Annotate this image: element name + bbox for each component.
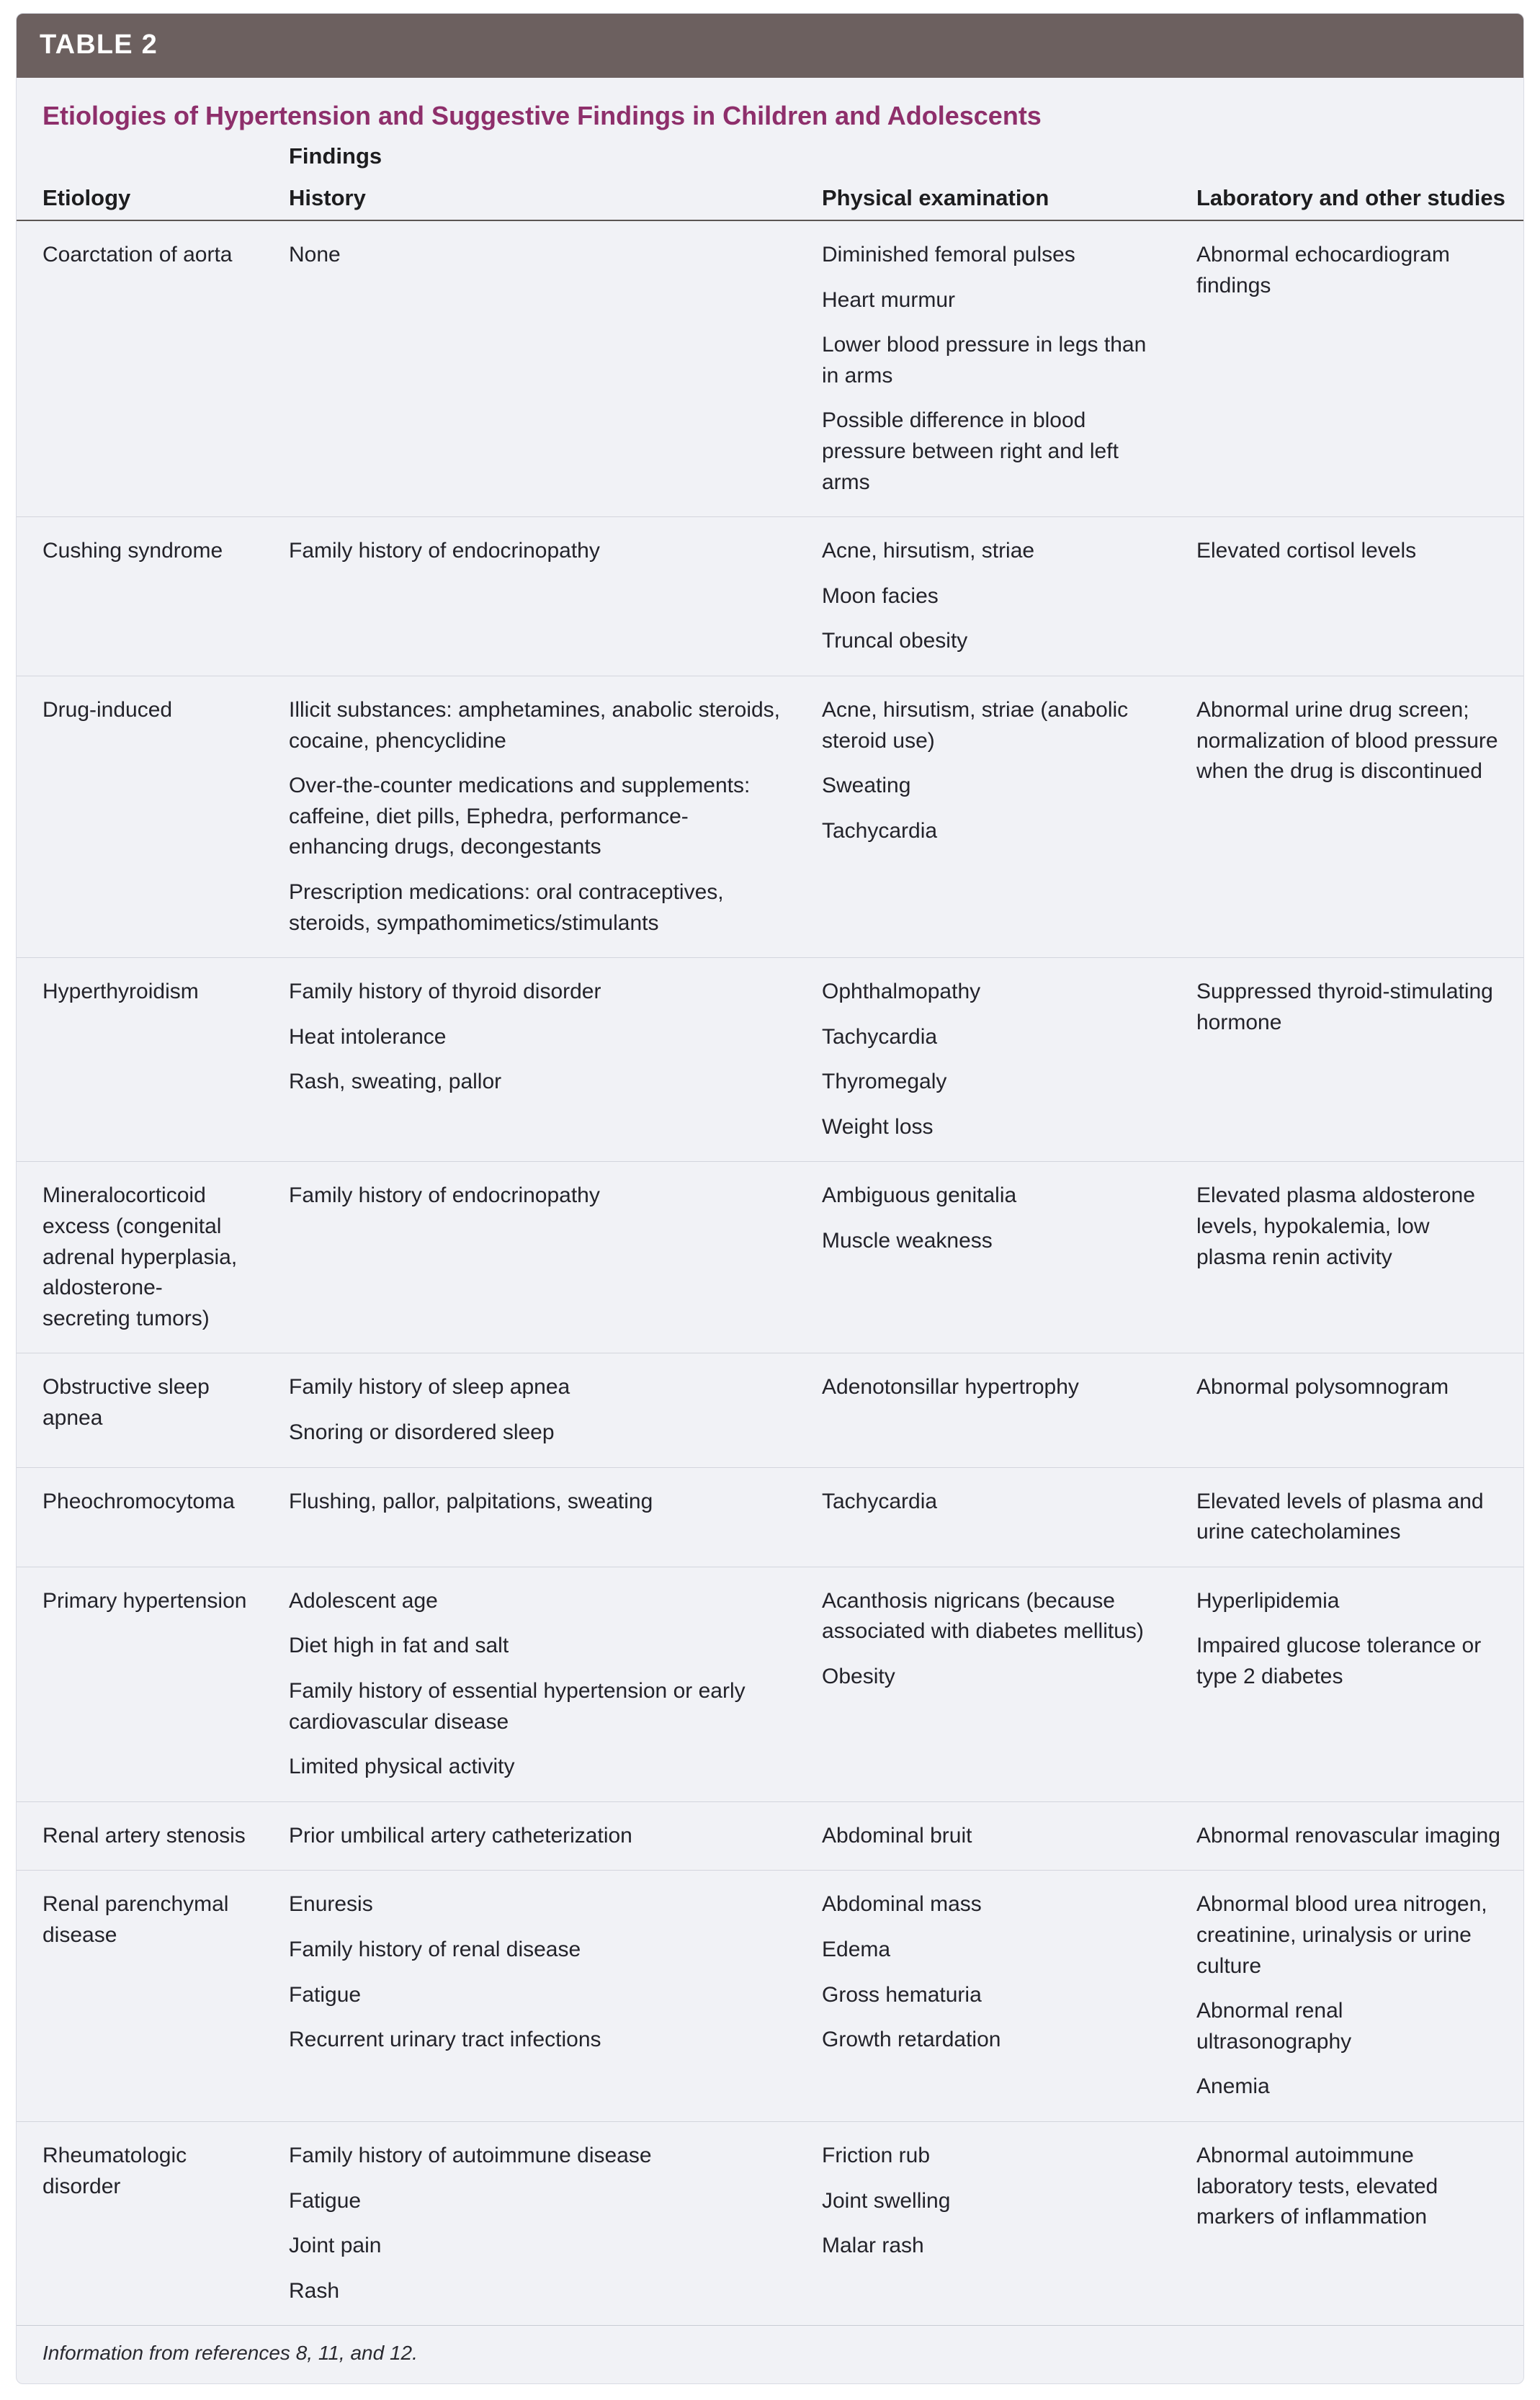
etiologies-table [17, 136, 1523, 2325]
cell-line: Primary hypertension [42, 1588, 247, 1613]
column-header-history: History [269, 172, 802, 220]
cell-line: Tachycardia [822, 818, 938, 843]
cell-history [269, 1353, 802, 1467]
cell-line: Heat intolerance [289, 1024, 447, 1049]
cell-line: Diminished femoral pulses [822, 243, 1075, 267]
cell-line: Coarctation of aorta [42, 243, 233, 267]
cell-line: Cushing syndrome [42, 539, 223, 563]
cell-history [269, 1567, 802, 1801]
cell-line: Prescription medications: oral contraceptives, steroids, sympathomimetics/stimulants [289, 879, 724, 935]
cell-laboratory [1176, 1567, 1523, 1801]
cell-physical-examination [802, 2121, 1176, 2325]
cell-line: Family history of endocrinopathy [289, 539, 600, 563]
cell-line: Mineralocorticoid excess (congenital adrenal hyperplasia, aldosterone-secreting tumors) [42, 1183, 238, 1330]
cell-laboratory [1176, 1871, 1523, 2122]
cell-line: Elevated levels of plasma and urine catecholamines [1196, 1489, 1484, 1544]
cell-line: Family history of endocrinopathy [289, 1183, 600, 1208]
cell-line: Family history of sleep apnea [289, 1375, 570, 1400]
cell-etiology [17, 220, 269, 517]
findings-group-label: Findings [289, 143, 382, 169]
table-row [17, 676, 1523, 957]
cell-line: Family history of thyroid disorder [289, 980, 601, 1004]
cell-line: Edema [822, 1937, 891, 1961]
cell-line: Moon facies [822, 583, 939, 608]
cell-line: Truncal obesity [822, 629, 968, 653]
cell-line: Rheumatologic disorder [42, 2143, 187, 2198]
cell-line: Acne, hirsutism, striae [822, 539, 1035, 563]
cell-line: Limited physical activity [289, 1755, 515, 1779]
cell-line: Adolescent age [289, 1588, 438, 1613]
cell-line: Sweating [822, 774, 911, 798]
table-row [17, 1353, 1523, 1467]
cell-line: Flushing, pallor, palpitations, sweating [289, 1489, 653, 1513]
cell-history [269, 1871, 802, 2122]
cell-line: Abnormal blood urea nitrogen, creatinine, urinalysis or urine culture [1196, 1892, 1487, 1978]
cell-line: Snoring or disordered sleep [289, 1420, 555, 1445]
table-number-banner: TABLE 2 [17, 14, 1523, 78]
cell-line: Recurrent urinary tract infections [289, 2028, 601, 2052]
cell-etiology [17, 676, 269, 957]
table-footnote: Information from references 8, 11, and 12. [17, 2325, 1523, 2383]
cell-line: Renal parenchymal disease [42, 1892, 229, 1947]
cell-line: Heart murmur [822, 287, 956, 312]
table-row [17, 220, 1523, 517]
column-header-row [17, 172, 1523, 220]
table-row [17, 1801, 1523, 1871]
cell-line: Hyperlipidemia [1196, 1588, 1340, 1613]
table-title: Etiologies of Hypertension and Suggestive Findings in Children and Adolescents [42, 101, 1042, 130]
cell-etiology [17, 1567, 269, 1801]
cell-physical-examination [802, 958, 1176, 1162]
cell-laboratory [1176, 958, 1523, 1162]
column-header-physical-examination: Physical examination [802, 172, 1176, 220]
cell-etiology [17, 517, 269, 676]
cell-line: None [289, 243, 341, 267]
cell-line: Possible difference in blood pressure between right and left arms [822, 408, 1119, 494]
table-head [17, 136, 1523, 220]
cell-line: Anemia [1196, 2074, 1270, 2099]
cell-line: Drug-induced [42, 697, 173, 722]
cell-etiology [17, 1162, 269, 1353]
cell-etiology [17, 2121, 269, 2325]
cell-line: Abnormal polysomnogram [1196, 1375, 1449, 1400]
cell-line: Gross hematuria [822, 1982, 982, 2007]
findings-group-row [17, 136, 1523, 172]
cell-etiology [17, 1467, 269, 1567]
cell-history [269, 1467, 802, 1567]
cell-line: Impaired glucose tolerance or type 2 diabetes [1196, 1634, 1482, 1688]
cell-laboratory [1176, 220, 1523, 517]
cell-line: Family history of autoimmune disease [289, 2143, 652, 2167]
cell-history [269, 1801, 802, 1871]
cell-line: Hyperthyroidism [42, 980, 199, 1004]
cell-line: Abnormal urine drug screen; normalization of blood pressure when the drug is discontinued [1196, 697, 1498, 784]
cell-line: Pheochromocytoma [42, 1489, 235, 1513]
cell-line: Obesity [822, 1665, 895, 1688]
cell-line: Tachycardia [822, 1489, 938, 1513]
cell-line: Muscle weakness [822, 1229, 993, 1253]
cell-etiology [17, 1871, 269, 2122]
cell-laboratory [1176, 1801, 1523, 1871]
cell-line: Friction rub [822, 2143, 931, 2167]
cell-line: Ophthalmopathy [822, 980, 981, 1004]
cell-etiology [17, 1801, 269, 1871]
cell-line: Diet high in fat and salt [289, 1634, 509, 1658]
cell-laboratory [1176, 517, 1523, 676]
cell-history [269, 1162, 802, 1353]
column-header-etiology: Etiology [17, 172, 269, 220]
cell-laboratory [1176, 1467, 1523, 1567]
cell-line: Joint pain [289, 2234, 382, 2258]
cell-line: Family history of essential hypertension or early cardiovascular disease [289, 1679, 746, 1734]
findings-group-spacer [17, 136, 269, 172]
cell-line: Family history of renal disease [289, 1937, 581, 1961]
cell-line: Over-the-counter medications and supplements: caffeine, diet pills, Ephedra, performance-enhancing drugs, decongestants [289, 774, 751, 859]
cell-line: Malar rash [822, 2234, 924, 2258]
table-row [17, 1871, 1523, 2122]
cell-history [269, 676, 802, 957]
table-row [17, 1567, 1523, 1801]
cell-physical-examination [802, 676, 1176, 957]
table-card [16, 13, 1524, 2384]
cell-physical-examination [802, 1871, 1176, 2122]
cell-line: Thyromegaly [822, 1070, 947, 1094]
cell-line: Elevated cortisol levels [1196, 539, 1417, 563]
cell-history [269, 517, 802, 676]
column-header-laboratory: Laboratory and other studies [1176, 172, 1523, 220]
cell-physical-examination [802, 1467, 1176, 1567]
cell-line: Abnormal renal ultrasonography [1196, 1999, 1352, 2054]
cell-line: Rash, sweating, pallor [289, 1070, 502, 1094]
cell-line: Weight loss [822, 1114, 934, 1139]
cell-laboratory [1176, 1353, 1523, 1467]
cell-physical-examination [802, 1353, 1176, 1467]
cell-line: Abdominal mass [822, 1892, 982, 1917]
cell-line: Elevated plasma aldosterone levels, hypokalemia, low plasma renin activity [1196, 1183, 1475, 1269]
cell-line: Lower blood pressure in legs than in arms [822, 333, 1147, 388]
table-row [17, 1467, 1523, 1567]
cell-line: Enuresis [289, 1892, 373, 1917]
table-row [17, 1162, 1523, 1353]
cell-line: Rash [289, 2278, 340, 2303]
cell-history [269, 958, 802, 1162]
table-row [17, 517, 1523, 676]
cell-line: Obstructive sleep apnea [42, 1375, 210, 1430]
cell-laboratory [1176, 676, 1523, 957]
cell-line: Joint swelling [822, 2188, 951, 2213]
cell-line: Adenotonsillar hypertrophy [822, 1375, 1079, 1400]
cell-line: Acanthosis nigricans (because associated with diabetes mellitus) [822, 1588, 1144, 1644]
table-row [17, 958, 1523, 1162]
cell-line: Tachycardia [822, 1024, 938, 1049]
cell-line: Ambiguous genitalia [822, 1183, 1017, 1208]
cell-line: Illicit substances: amphetamines, anabolic steroids, cocaine, phencyclidine [289, 697, 781, 753]
cell-laboratory [1176, 1162, 1523, 1353]
cell-etiology [17, 958, 269, 1162]
cell-physical-examination [802, 1162, 1176, 1353]
cell-line: Abnormal renovascular imaging [1196, 1823, 1500, 1848]
cell-physical-examination [802, 220, 1176, 517]
cell-etiology [17, 1353, 269, 1467]
cell-line: Growth retardation [822, 2028, 1001, 2052]
cell-line: Abdominal bruit [822, 1823, 972, 1848]
cell-line: Fatigue [289, 1982, 362, 2007]
cell-physical-examination [802, 517, 1176, 676]
cell-line: Acne, hirsutism, striae (anabolic steroid use) [822, 697, 1129, 753]
table-row [17, 2121, 1523, 2325]
cell-history [269, 2121, 802, 2325]
cell-line: Abnormal echocardiogram findings [1196, 243, 1450, 297]
cell-laboratory [1176, 2121, 1523, 2325]
table-body [17, 220, 1523, 2325]
cell-line: Suppressed thyroid-stimulating hormone [1196, 980, 1493, 1034]
cell-line: Fatigue [289, 2188, 362, 2213]
cell-line: Prior umbilical artery catheterization [289, 1823, 632, 1848]
cell-line: Renal artery stenosis [42, 1823, 246, 1848]
cell-history [269, 220, 802, 517]
cell-line: Abnormal autoimmune laboratory tests, elevated markers of inflammation [1196, 2143, 1438, 2229]
cell-physical-examination [802, 1801, 1176, 1871]
cell-physical-examination [802, 1567, 1176, 1801]
